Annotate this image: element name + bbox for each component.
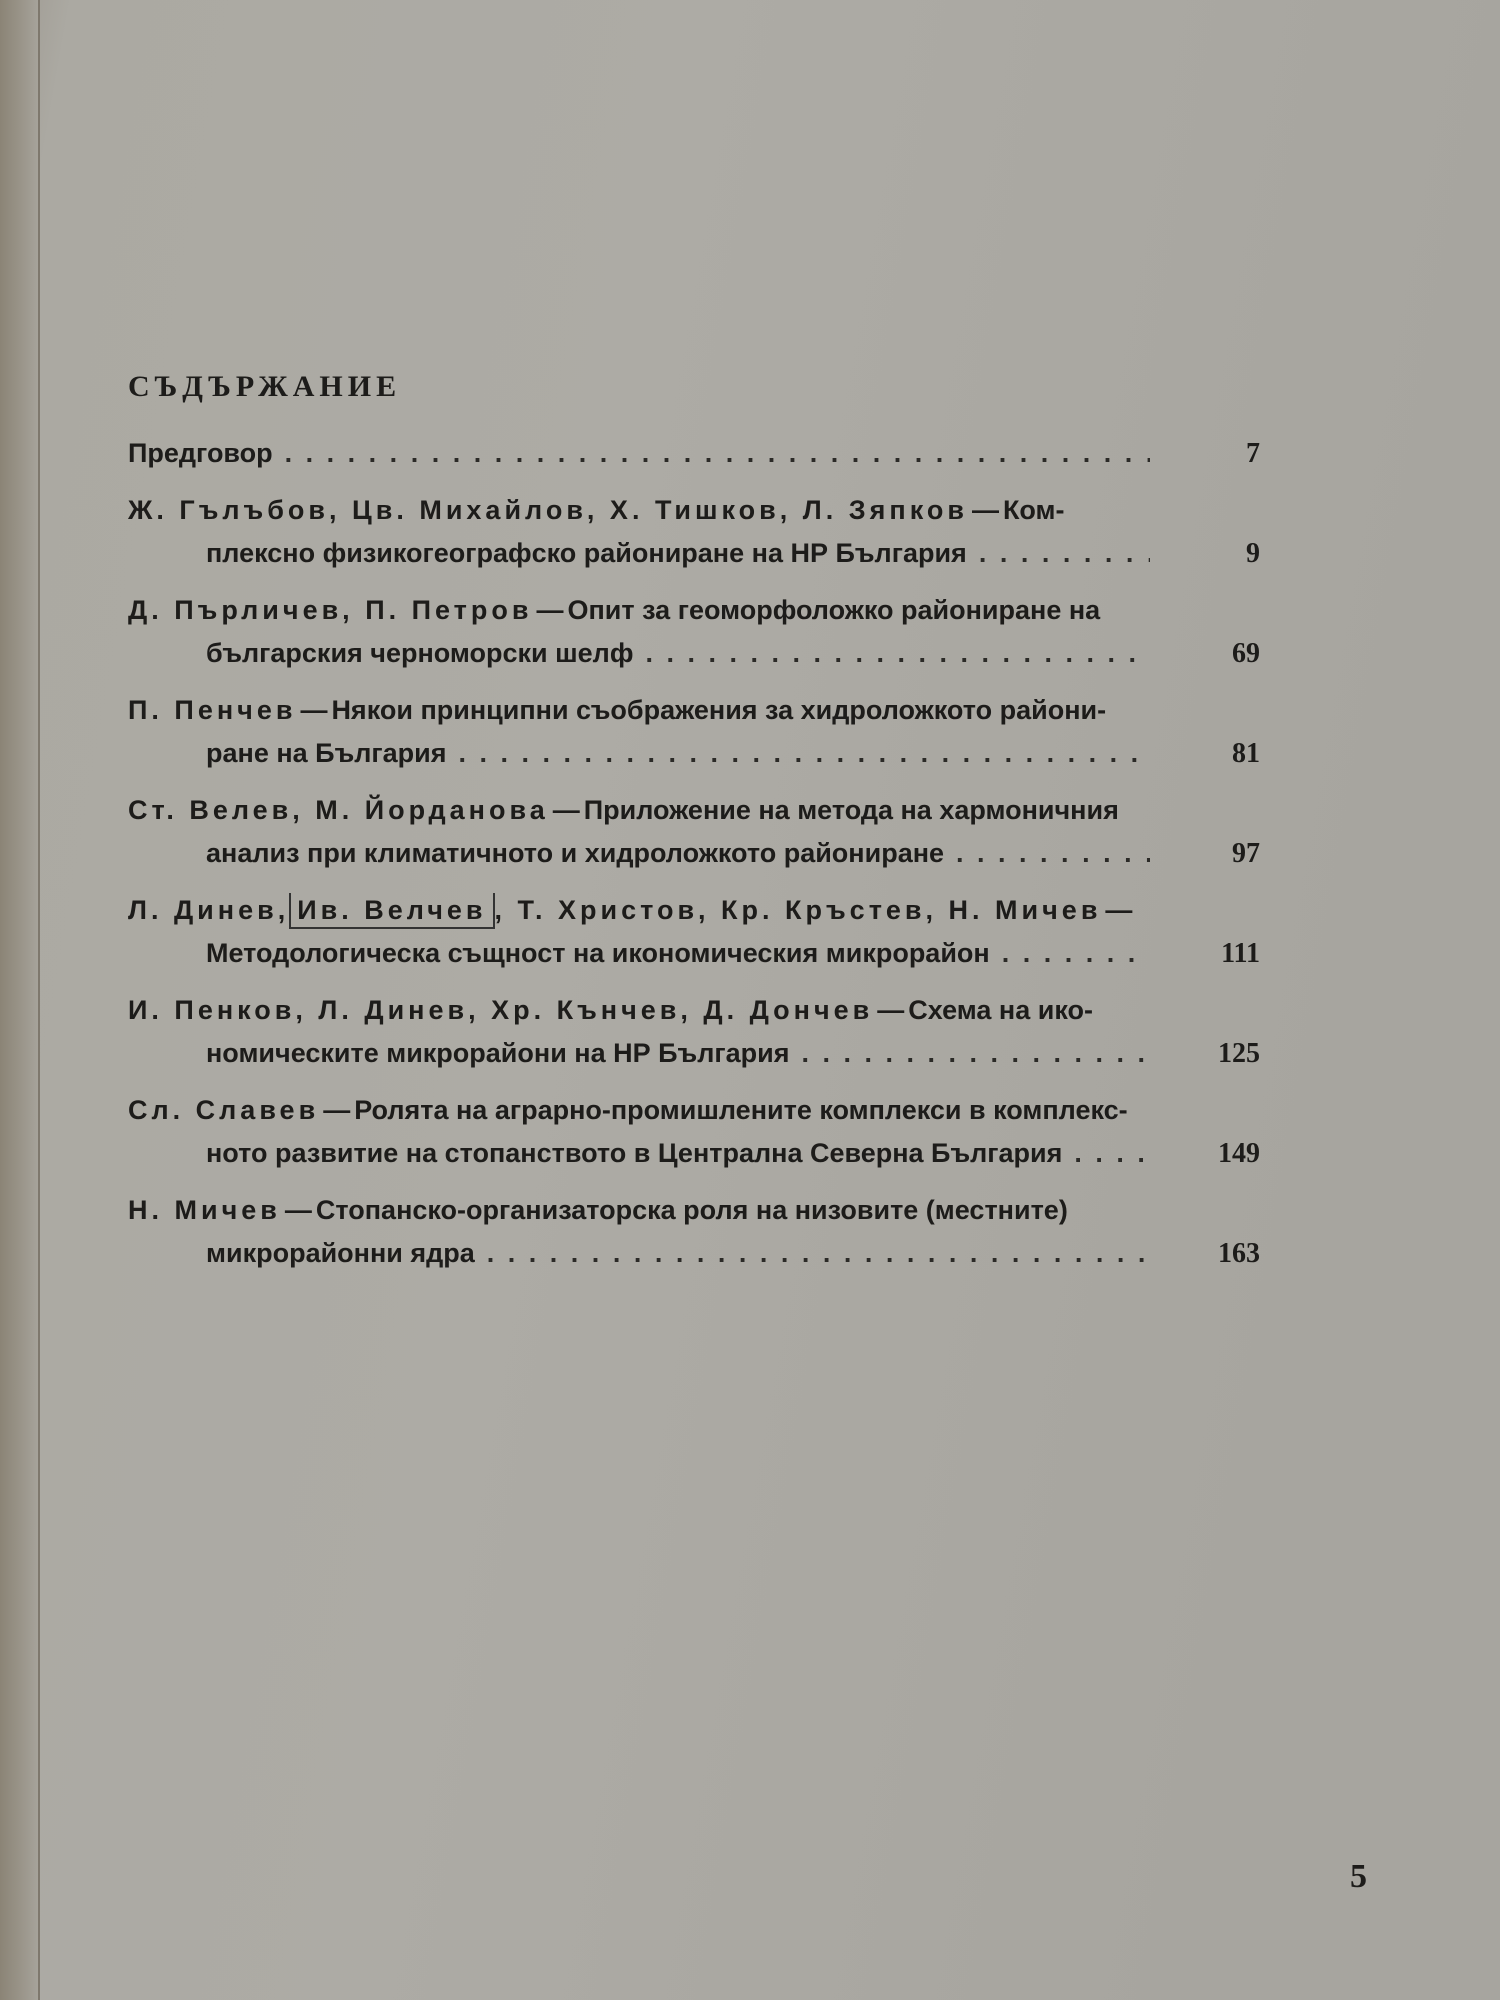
entry-authors: Сл. Славев xyxy=(128,1095,320,1125)
entry-title: Някои принципни съображения за хидроложкото райони- xyxy=(331,695,1107,725)
page-number: 81 xyxy=(1232,738,1260,769)
toc-line xyxy=(128,832,1268,875)
toc-entry xyxy=(128,789,1268,875)
page-number: 149 xyxy=(1218,1138,1260,1169)
leader-dots xyxy=(967,532,1150,575)
toc-line xyxy=(128,989,1268,1032)
em-dash: — xyxy=(323,1095,351,1125)
em-dash: — xyxy=(1105,895,1133,925)
entry-authors: Л. Динев, xyxy=(128,895,290,925)
toc-entry xyxy=(128,689,1268,775)
toc-entry xyxy=(128,1089,1268,1175)
entry-authors: И. Пенков, Л. Динев, Хр. Кънчев, Д. Дончев xyxy=(128,995,874,1025)
entry-title: ното развитие на стопанството в Централна Северна България xyxy=(206,1138,1063,1168)
entry-authors: Ст. Велев, М. Йорданова xyxy=(128,795,549,825)
book-gutter xyxy=(0,0,40,2000)
entry-authors: Ж. Гълъбов, Цв. Михайлов, Х. Тишков, Л. Зяпков xyxy=(128,495,968,525)
toc-line xyxy=(128,1189,1268,1232)
toc-line xyxy=(128,1032,1268,1075)
page-number: 9 xyxy=(1246,538,1260,569)
em-dash: — xyxy=(877,995,905,1025)
em-dash: — xyxy=(536,595,564,625)
em-dash: — xyxy=(971,495,999,525)
toc-line xyxy=(128,732,1268,775)
toc-line xyxy=(128,432,1268,475)
entry-title: ране на България xyxy=(206,738,447,768)
entry-title: Стопанско-организаторска роля на низовите (местните) xyxy=(315,1195,1068,1225)
table-of-contents xyxy=(128,370,1268,1289)
entry-title: анализ при климатичното и хидроложкото райониране xyxy=(206,838,945,868)
entry-title: Схема на ико- xyxy=(908,995,1093,1025)
entry-authors: , Т. Христов, Кр. Кръстев, Н. Мичев xyxy=(494,895,1102,925)
entry-title: плексно физикогеографско райониране на НР България xyxy=(206,538,967,568)
page-number: 125 xyxy=(1218,1038,1260,1069)
toc-line xyxy=(128,789,1268,832)
em-dash: — xyxy=(284,1195,312,1225)
entry-title: Опит за геоморфоложко райониране на xyxy=(567,595,1101,625)
leader-dots xyxy=(944,832,1150,875)
toc-entry xyxy=(128,489,1268,575)
toc-entry xyxy=(128,1189,1268,1275)
entry-title: Ком- xyxy=(1002,495,1065,525)
entry-authors: Н. Мичев xyxy=(128,1195,281,1225)
toc-line xyxy=(128,1089,1268,1132)
page-number: 69 xyxy=(1232,638,1260,669)
toc-entry xyxy=(128,989,1268,1075)
leader-dots xyxy=(789,1032,1150,1075)
toc-line xyxy=(128,889,1268,932)
entry-title: номическите микрорайони на НР България xyxy=(206,1038,790,1068)
leader-dots xyxy=(1062,1132,1150,1175)
toc-line xyxy=(128,1232,1268,1275)
leader-dots xyxy=(273,432,1150,475)
page-number: 7 xyxy=(1246,438,1260,469)
page-number: 111 xyxy=(1221,938,1260,969)
toc-line xyxy=(128,489,1268,532)
toc-entry xyxy=(128,589,1268,675)
toc-entry xyxy=(128,889,1268,975)
entry-title: българския черноморски шелф xyxy=(206,638,634,668)
entry-authors: Д. Пърличев, П. Петров xyxy=(128,595,533,625)
leader-dots xyxy=(475,1232,1150,1275)
entry-title: Методологическа същност на икономическия микрорайон xyxy=(206,938,990,968)
entry-title: Приложение на метода на хармоничния xyxy=(583,795,1119,825)
toc-line xyxy=(128,589,1268,632)
entry-title: микрорайонни ядра xyxy=(206,1238,475,1268)
boxed-author-name: Ив. Велчев xyxy=(289,893,494,929)
entry-authors: П. Пенчев xyxy=(128,695,297,725)
leader-dots xyxy=(990,932,1150,975)
em-dash: — xyxy=(300,695,328,725)
toc-line xyxy=(128,689,1268,732)
toc-line xyxy=(128,1132,1268,1175)
toc-heading: СЪДЪРЖАНИЕ xyxy=(128,370,402,403)
page-number: 97 xyxy=(1232,838,1260,869)
page-number: 163 xyxy=(1218,1238,1260,1269)
toc-line xyxy=(128,932,1268,975)
em-dash: — xyxy=(552,795,580,825)
toc-line xyxy=(128,632,1268,675)
page-folio-number: 5 xyxy=(1350,1858,1367,1895)
entry-title: Предговор xyxy=(128,438,273,468)
entry-title: Ролята на аграрно-промишлените комплекси в комплекс- xyxy=(354,1095,1128,1125)
toc-entry xyxy=(128,432,1268,475)
leader-dots xyxy=(633,632,1150,675)
leader-dots xyxy=(447,732,1150,775)
toc-line xyxy=(128,532,1268,575)
